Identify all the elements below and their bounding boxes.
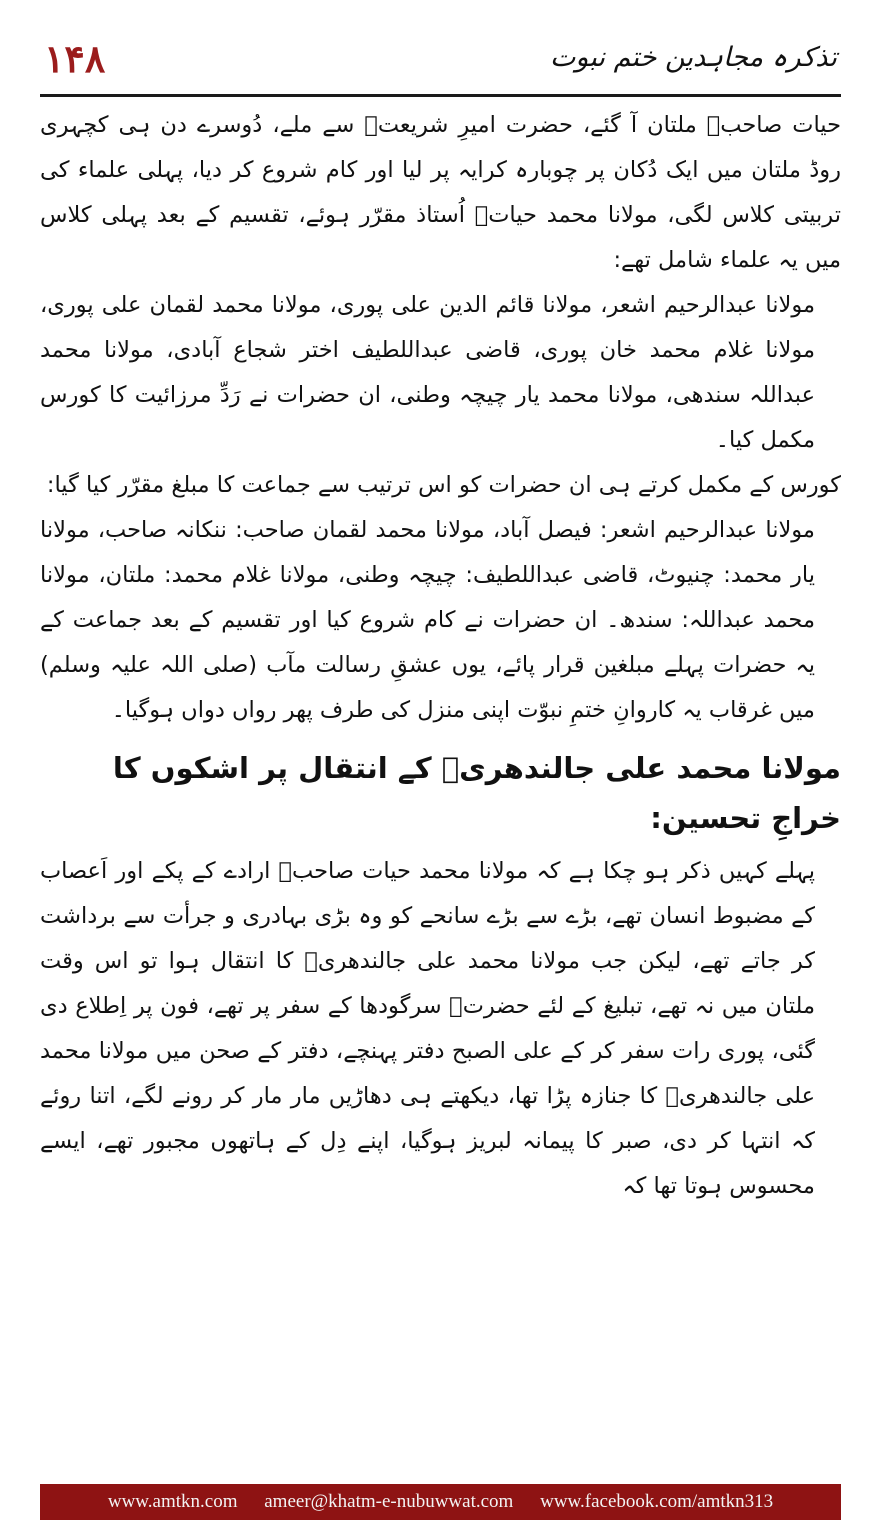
header-divider [40, 94, 841, 97]
paragraph: حیات صاحبؒ ملتان آ گئے، حضرت امیرِ شریعتؒ سے ملے، دُوسرے دن ہی کچہری روڈ ملتان میں ایک دُکان پر چوبارہ کرایہ پر لیا اور کام شروع کر دیا، پہلی علماء کی تربیتی کلاس لگی، مولانا محمد حیاتؒ اُستاذ مقرّر ہوئے، تقسیم کے بعد پہلی کلاس میں یہ علماء شامل تھے: [40, 112, 841, 273]
book-title: تذکرہ مجاہدین ختم نبوت [549, 42, 837, 73]
footer-facebook-link[interactable]: www.facebook.com/amtkn313 [540, 1491, 774, 1512]
footer-website-link[interactable]: www.amtkn.com [107, 1491, 238, 1512]
page-number: ۱۴۸ [44, 36, 106, 81]
paragraph: مولانا عبدالرحیم اشعر: فیصل آباد، مولانا محمد لقمان صاحب: ننکانہ صاحب، مولانا یار محمد: چنیوٹ، قاضی عبداللطیف: چیچہ وطنی، مولانا غلام محمد: ملتان، مولانا محمد عبداللہ: سندھ۔ ان حضرات نے کام شروع کیا اور تقسیم کے بعد جماعت کے یہ حضرات پہلے مبلغین قرار پائے، یوں عشقِ رسالت مآب (صلی اللہ علیہ وسلم) میں غرقاب یہ کاروانِ ختمِ نبوّت اپنی منزل کی طرف پھر رواں دواں ہوگیا۔ [40, 517, 815, 723]
paragraph: کورس کے مکمل کرتے ہی ان حضرات کو اس ترتیب سے جماعت کا مبلغ مقرّر کیا گیا: [46, 472, 841, 498]
footer-email-link[interactable]: ameer@khatm-e-nubuwwat.com [264, 1491, 514, 1512]
paragraph: مولانا عبدالرحیم اشعر، مولانا قائم الدین علی پوری، مولانا محمد لقمان علی پوری، مولانا غلام محمد خان پوری، قاضی عبداللطیف اختر شجاع آبادی، مولانا محمد عبداللہ سندھی، مولانا محمد یار چیچہ وطنی، ان حضرات نے رَدِّ مرزائیت کا کورس مکمل کیا۔ [40, 292, 815, 453]
page-body [40, 103, 841, 1209]
footer-bar [40, 1484, 841, 1520]
paragraph: پہلے کہیں ذکر ہو چکا ہے کہ مولانا محمد حیات صاحبؒ ارادے کے پکے اور اَعصاب کے مضبوط انسان تھے، بڑے سے بڑے سانحے کو وہ بڑی بہادری و جرأت سے برداشت کر جاتے تھے، لیکن جب مولانا محمد علی جالندھریؒ کا انتقال ہوا تو اس وقت ملتان میں نہ تھے، تبلیغ کے لئے حضرتؒ سرگودھا کے سفر پر تھے، فون پر اِطلاع دی گئی، پوری رات سفر کر کے علی الصبح دفتر پہنچے، دفتر کے صحن میں مولانا محمد علی جالندھریؒ کا جنازہ پڑا تھا، دیکھتے ہی دھاڑیں مار مار کر رونے لگے، اتنا روئے کہ انتہا کر دی، صبر کا پیمانہ لبریز ہوگیا، اپنے دِل کے ہاتھوں مجبور تھے، ایسے محسوس ہوتا تھا کہ [40, 858, 815, 1199]
section-heading: مولانا محمد علی جالندھریؒ کے انتقال پر اشکوں کا خراجِ تحسین: [112, 751, 841, 835]
